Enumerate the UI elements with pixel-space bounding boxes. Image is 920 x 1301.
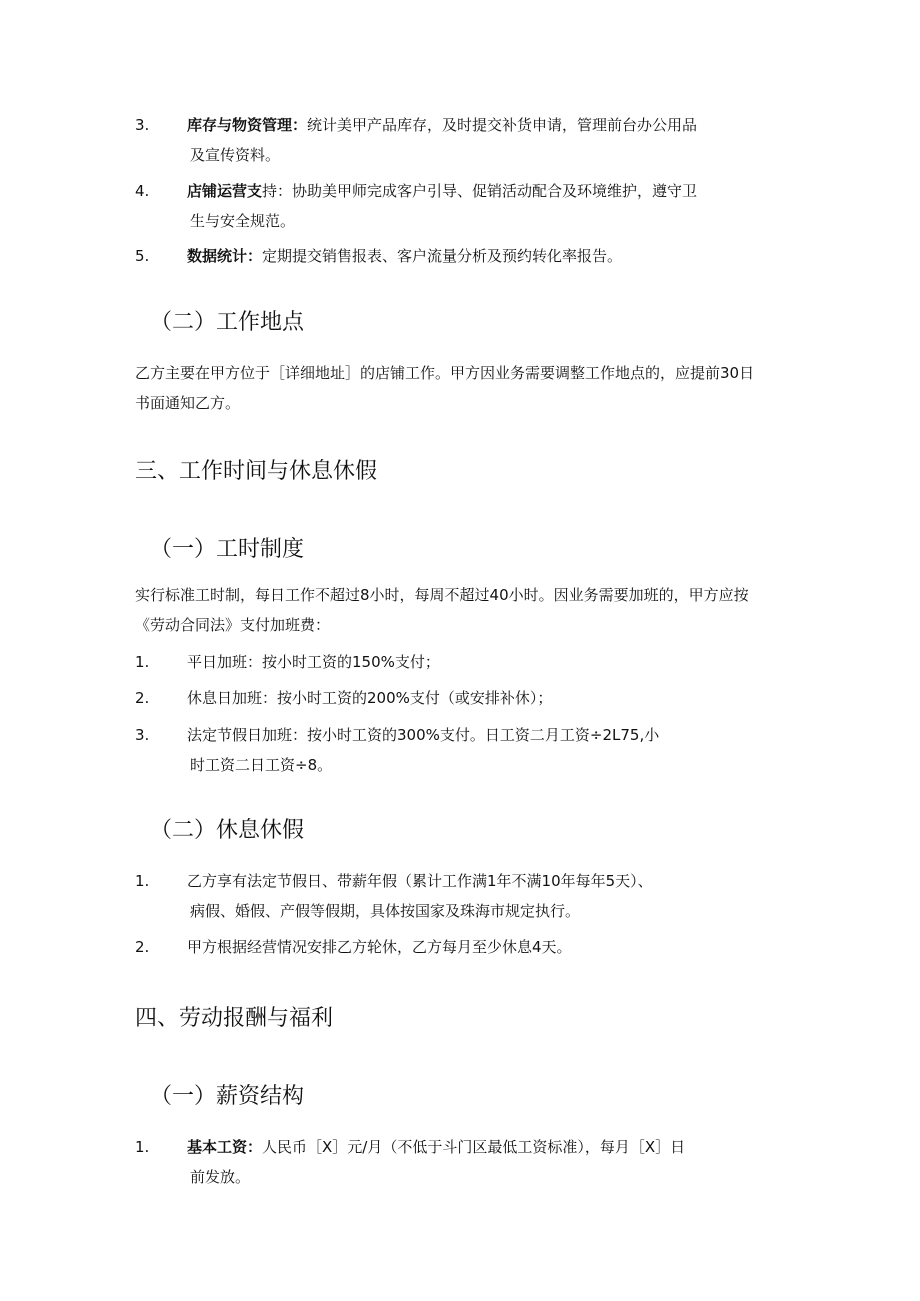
item-text-continued: 时工资二日工资÷8。: [190, 756, 333, 774]
item-text: 法定节假日加班：按小时工资的300%支付。日工资二月工资÷2L75,小: [187, 726, 660, 744]
item-text: 乙方享有法定节假日、带薪年假（累计工作满1年不满10年每年5天）、: [187, 872, 653, 890]
section-heading-3: 三、工作时间与休息休假: [135, 459, 378, 484]
item-title: 基本工资：: [187, 1138, 263, 1156]
item-text-continued: 及宣传资料。: [190, 146, 281, 164]
leave-heading: （二）休息休假: [150, 818, 305, 843]
workplace-heading: （二）工作地点: [150, 310, 305, 335]
paragraph-line: 书面通知乙方。: [135, 394, 241, 412]
item-title: 数据统计：: [187, 247, 263, 265]
list-number: 3.: [135, 116, 150, 134]
item-text-continued: 生与安全规范。: [190, 212, 296, 230]
paragraph-line: 《劳动合同法》支付加班费：: [135, 616, 331, 634]
list-number: 1.: [135, 1138, 150, 1156]
list-number: 2.: [135, 938, 150, 956]
item-text-continued: 前发放。: [190, 1168, 251, 1186]
list-number: 1.: [135, 653, 150, 671]
item-text-continued: 病假、婚假、产假等假期，具体按国家及珠海市规定执行。: [190, 902, 581, 920]
list-number: 1.: [135, 872, 150, 890]
hours-heading: （一）工时制度: [150, 537, 305, 562]
list-number: 3.: [135, 726, 150, 744]
item-text: 甲方根据经营情况安排乙方轮休，乙方每月至少休息4天。: [187, 938, 572, 956]
list-number: 5.: [135, 247, 150, 265]
paragraph-line: 乙方主要在甲方位于［详细地址］的店铺工作。甲方因业务需要调整工作地点的，应提前30日: [135, 364, 755, 382]
item-text: 定期提交销售报表、客户流量分析及预约转化率报告。: [262, 247, 623, 265]
list-number: 2.: [135, 689, 150, 707]
item-title: 库存与物资管理：: [187, 116, 308, 134]
item-title: 店铺运营支: [187, 182, 263, 200]
item-text: 休息日加班：按小时工资的200%支付（或安排补休）；: [187, 689, 553, 707]
paragraph-line: 实行标准工时制，每日工作不超过8小时，每周不超过40小时。因业务需要加班的，甲方应按: [135, 586, 749, 604]
item-text: 平日加班：按小时工资的150%支付；: [187, 653, 440, 671]
item-text: 人民币［X］元/月（不低于斗门区最低工资标准），每月［X］日: [262, 1138, 686, 1156]
item-text: 持：协助美甲师完成客户引导、促销活动配合及环境维护，遵守卫: [262, 182, 698, 200]
workplace-paragraph: [135, 358, 785, 418]
item-text: 统计美甲产品库存，及时提交补货申请，管理前台办公用品: [307, 116, 698, 134]
hours-paragraph: [135, 580, 785, 640]
section-heading-4: 四、劳动报酬与福利: [135, 1006, 334, 1031]
salary-heading: （一）薪资结构: [150, 1084, 305, 1109]
list-number: 4.: [135, 182, 150, 200]
